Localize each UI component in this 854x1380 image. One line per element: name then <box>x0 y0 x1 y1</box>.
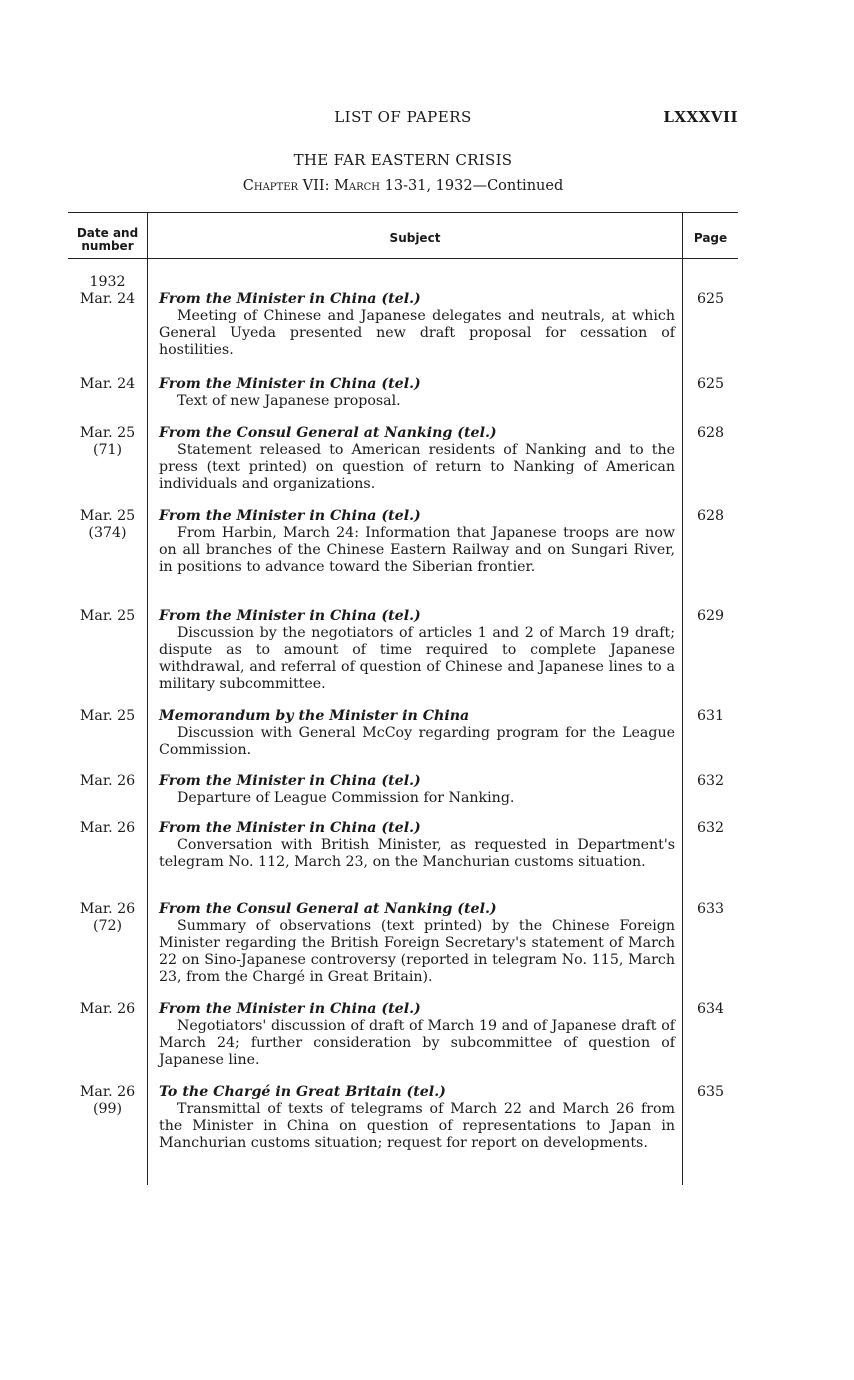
row-date-text: Mar. 25 <box>79 425 136 441</box>
row-source: From the Consul General at Nanking (tel.) <box>159 425 497 441</box>
table-top-rule <box>68 212 738 213</box>
row-date-text: Mar. 25 <box>79 508 136 524</box>
row-source: From the Minister in China (tel.) <box>159 1001 421 1017</box>
row-date: Mar. 26 <box>79 820 136 836</box>
row-subject <box>159 708 675 759</box>
section-title: THE FAR EASTERN CRISIS <box>293 151 513 169</box>
chapter-suffix: —Continued <box>472 178 564 194</box>
row-subject <box>159 820 675 871</box>
row-page: 632 <box>696 820 725 836</box>
row-source: From the Minister in China (tel.) <box>159 291 421 307</box>
row-subject <box>159 376 675 410</box>
row-page: 633 <box>696 901 725 917</box>
row-doc-number: (374) <box>88 525 127 541</box>
row-subject <box>159 425 675 493</box>
row-date-text: Mar. 26 <box>79 901 136 917</box>
row-source: From the Minister in China (tel.) <box>159 820 421 836</box>
row-date <box>68 1084 147 1118</box>
row-source: Memorandum by the Minister in China <box>159 708 470 724</box>
row-description: Discussion with General McCoy regarding program for the League Commission. <box>159 725 675 758</box>
row-date <box>68 274 147 308</box>
row-source: From the Minister in China (tel.) <box>159 508 421 524</box>
row-page: 631 <box>696 708 725 724</box>
row-date <box>68 901 147 935</box>
row-subject <box>159 508 675 576</box>
row-date: Mar. 26 <box>79 773 136 789</box>
row-description: Meeting of Chinese and Japanese delegates and neutrals, at which General Uyeda presented new draft proposal for cessation of hostilities. <box>159 308 675 358</box>
row-date: Mar. 25 <box>79 608 136 624</box>
column-divider <box>682 212 683 1185</box>
row-page: 632 <box>696 773 725 789</box>
row-page: 635 <box>696 1084 725 1100</box>
row-description: Summary of observations (text printed) by the Chinese Foreign Minister regarding the British Foreign Secretary's statement of March 22 on Sino-Japanese controversy (reported in telegram No. 115, March 23, from the Chargé in Great Britain). <box>159 918 675 985</box>
page-header <box>68 108 738 128</box>
running-head: LIST OF PAPERS <box>334 108 472 126</box>
row-page: 628 <box>696 425 725 441</box>
row-date: Mar. 25 <box>79 708 136 724</box>
row-description: Conversation with British Minister, as requested in Department's telegram No. 112, March 23, on the Manchurian customs situation. <box>159 837 675 870</box>
row-description: Statement released to American residents of Nanking and to the press (text printed) on question of return to Nanking of American individuals and organizations. <box>159 442 675 492</box>
row-page: 629 <box>696 608 725 624</box>
table-header-rule <box>68 258 738 259</box>
row-subject <box>159 1084 675 1152</box>
row-source: From the Minister in China (tel.) <box>159 773 421 789</box>
row-description: Negotiators' discussion of draft of March 19 and of Japanese draft of March 24; further consideration by subcommittee of question of Japanese line. <box>159 1018 675 1068</box>
row-date: Mar. 26 <box>79 1001 136 1017</box>
row-subject <box>159 1001 675 1069</box>
chapter-title <box>68 178 738 194</box>
header-date-number: Date and number <box>76 226 139 253</box>
row-description: Departure of League Commission for Nanking. <box>177 790 515 806</box>
row-source: From the Consul General at Nanking (tel.) <box>159 901 497 917</box>
row-description: Text of new Japanese proposal. <box>177 393 401 409</box>
row-page: 625 <box>696 291 725 307</box>
row-subject <box>159 608 675 693</box>
row-description: Discussion by the negotiators of articles 1 and 2 of March 19 draft; dispute as to amount of time required to complete Japanese withdrawal, and referral of question of Chinese and Japanese lines to a military subcommittee. <box>159 625 675 692</box>
row-page: 625 <box>696 376 725 392</box>
row-description: Transmittal of texts of telegrams of March 22 and March 26 from the Minister in China on question of representations to Japan in Manchurian customs situation; request for report on developments. <box>159 1101 675 1151</box>
row-doc-number: (99) <box>92 1101 123 1117</box>
page-number: LXXXVII <box>663 108 738 126</box>
row-date <box>68 425 147 459</box>
row-page: 628 <box>696 508 725 524</box>
row-description: From Harbin, March 24: Information that Japanese troops are now on all branches of the Chinese Eastern Railway and on Sungari River, in positions to advance toward the Siberian frontier. <box>159 525 675 575</box>
row-subject <box>159 291 675 359</box>
row-date: Mar. 24 <box>79 376 136 392</box>
row-doc-number: (71) <box>92 442 123 458</box>
row-date-text: Mar. 26 <box>79 1084 136 1100</box>
row-doc-number: (72) <box>92 918 123 934</box>
row-subject <box>159 901 675 986</box>
row-source: From the Minister in China (tel.) <box>159 376 421 392</box>
row-page: 634 <box>696 1001 725 1017</box>
chapter-dates: March 13-31, 1932 <box>334 178 473 194</box>
chapter-prefix: Chapter VII: <box>242 178 330 194</box>
row-source: To the Chargé in Great Britain (tel.) <box>159 1084 446 1100</box>
row-source: From the Minister in China (tel.) <box>159 608 421 624</box>
row-date-text: Mar. 24 <box>79 291 136 307</box>
header-subject: Subject <box>389 231 441 245</box>
header-page: Page <box>693 231 728 245</box>
row-date <box>68 508 147 542</box>
row-year: 1932 <box>89 274 126 290</box>
row-subject <box>159 773 675 807</box>
column-divider <box>147 212 148 1185</box>
